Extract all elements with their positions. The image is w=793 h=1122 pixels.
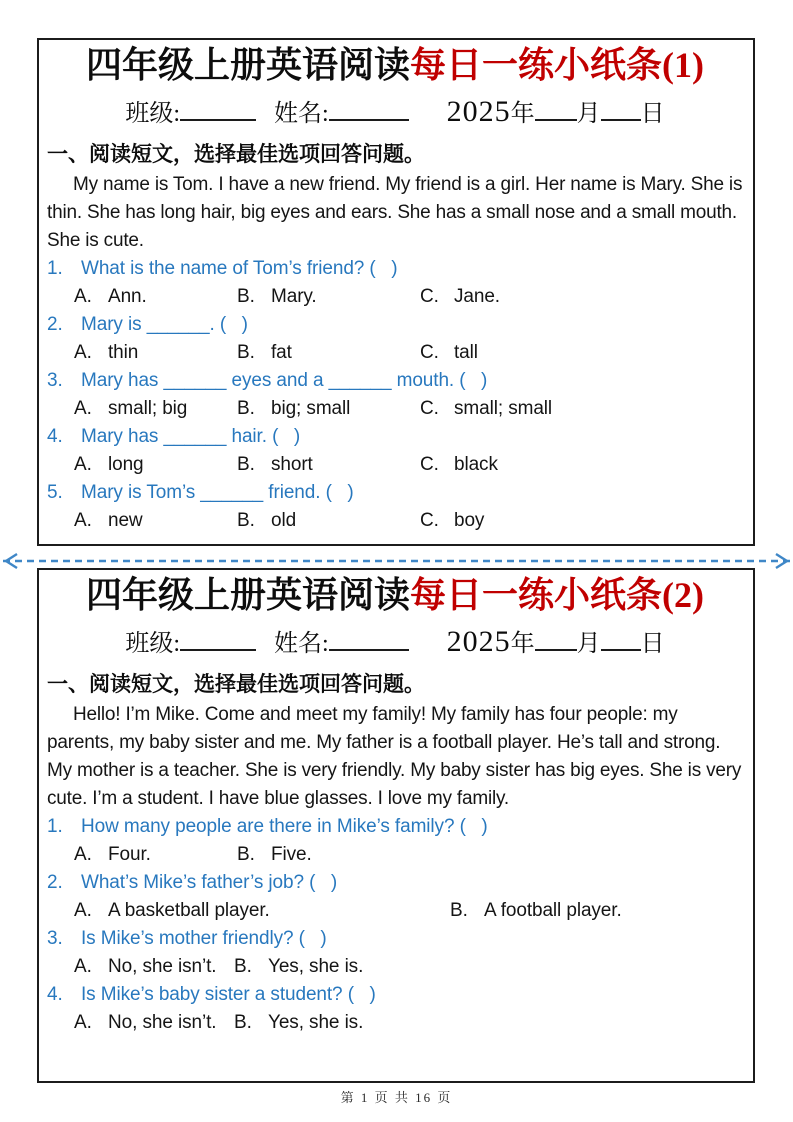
option-text: Yes, she is.	[268, 956, 364, 978]
option	[420, 507, 484, 535]
question-2	[47, 311, 743, 339]
section-heading: 一、阅读短文，选择最佳选项回答问题。	[47, 141, 425, 166]
class-blank	[180, 626, 256, 651]
option-label: A.	[74, 900, 92, 922]
question-3	[47, 367, 743, 395]
section-heading: 一、阅读短文，选择最佳选项回答问题。	[47, 671, 425, 696]
question-1	[47, 255, 743, 283]
question-3-options	[47, 953, 743, 981]
question-text: What is the name of Tom’s friend? ( )	[81, 258, 398, 280]
day-unit: 日	[640, 100, 665, 127]
option	[420, 395, 552, 423]
question-2-options	[47, 897, 743, 925]
option-text: Four.	[108, 844, 151, 866]
question-5	[47, 479, 743, 507]
option	[74, 1009, 234, 1037]
question-text: Mary has ______ eyes and a ______ mouth. ( )	[81, 370, 488, 392]
question-1	[47, 813, 743, 841]
option	[74, 897, 450, 925]
option	[237, 841, 312, 869]
option	[74, 339, 237, 367]
option-label: C.	[420, 342, 439, 364]
question-text: What’s Mike’s father’s job? ( )	[81, 872, 338, 894]
option	[420, 339, 478, 367]
option	[74, 283, 237, 311]
question-text: Is Mike’s mother friendly? ( )	[81, 928, 327, 950]
question-text: Mary has ______ hair. ( )	[81, 426, 301, 448]
question-4	[47, 423, 743, 451]
option-text: A football player.	[484, 900, 622, 922]
question-text: Mary is ______. ( )	[81, 314, 248, 336]
question-number: 2.	[47, 314, 63, 336]
option	[74, 953, 234, 981]
option	[74, 451, 237, 479]
slip-title-red: 每日一练小纸条(1)	[410, 45, 704, 85]
option-label: B.	[450, 900, 468, 922]
question-3-options	[47, 395, 743, 423]
question-1-options	[47, 283, 743, 311]
option-text: small; small	[454, 398, 553, 420]
question-number: 1.	[47, 816, 63, 838]
class-blank	[180, 96, 256, 121]
option	[420, 283, 500, 311]
question-number: 4.	[47, 984, 63, 1006]
day-blank	[601, 626, 641, 651]
option-text: No, she isn’t.	[108, 956, 217, 978]
student-info-line	[47, 622, 743, 661]
option-text: boy	[454, 510, 485, 532]
option	[450, 897, 622, 925]
option-text: black	[454, 454, 498, 476]
option-text: tall	[454, 342, 478, 364]
day-blank	[601, 96, 641, 121]
option	[420, 451, 498, 479]
question-number: 5.	[47, 482, 63, 504]
option-text: No, she isn’t.	[108, 1012, 217, 1034]
question-1-options	[47, 841, 743, 869]
option-label: A.	[74, 286, 92, 308]
option	[74, 395, 237, 423]
option-label: B.	[237, 510, 255, 532]
option	[74, 841, 237, 869]
option-label: B.	[237, 398, 255, 420]
option-text: short	[271, 454, 313, 476]
option	[237, 507, 420, 535]
name-blank	[329, 626, 409, 651]
option-label: C.	[420, 454, 439, 476]
option-label: A.	[74, 454, 92, 476]
month-unit: 月	[576, 100, 601, 127]
year-value: 2025	[446, 624, 511, 658]
option-label: A.	[74, 510, 92, 532]
option-label: B.	[237, 844, 255, 866]
option-label: A.	[74, 1012, 92, 1034]
question-text: Mary is Tom’s ______ friend. ( )	[81, 482, 354, 504]
option-text: Mary.	[271, 286, 317, 308]
option-text: long	[108, 454, 144, 476]
slip-title-black: 四年级上册英语阅读	[86, 45, 411, 85]
option-label: B.	[237, 454, 255, 476]
year-unit: 年	[510, 100, 535, 127]
option-text: Yes, she is.	[268, 1012, 364, 1034]
question-number: 1.	[47, 258, 63, 280]
student-info-line	[47, 92, 743, 131]
option-label: B.	[234, 956, 252, 978]
option-text: Five.	[271, 844, 312, 866]
name-label: 姓名:	[274, 100, 329, 127]
year-value: 2025	[446, 94, 511, 128]
option-label: C.	[420, 286, 439, 308]
question-3	[47, 925, 743, 953]
question-text: How many people are there in Mike’s family? ( )	[81, 816, 488, 838]
question-4-options	[47, 1009, 743, 1037]
option-text: thin	[108, 342, 139, 364]
option-text: A basketball player.	[108, 900, 270, 922]
option	[237, 283, 420, 311]
option-label: C.	[420, 398, 439, 420]
class-label: 班级:	[125, 100, 180, 127]
option-label: B.	[234, 1012, 252, 1034]
name-blank	[329, 96, 409, 121]
question-5-options	[47, 507, 743, 535]
option-label: A.	[74, 956, 92, 978]
month-blank	[535, 96, 577, 121]
option-text: fat	[271, 342, 292, 364]
option-text: new	[108, 510, 143, 532]
option-text: Ann.	[108, 286, 147, 308]
option	[234, 953, 363, 981]
option-text: Jane.	[454, 286, 500, 308]
year-unit: 年	[510, 630, 535, 657]
question-2-options	[47, 339, 743, 367]
question-number: 2.	[47, 872, 63, 894]
option-text: small; big	[108, 398, 188, 420]
option-label: A.	[74, 844, 92, 866]
question-4	[47, 981, 743, 1009]
day-unit: 日	[640, 630, 665, 657]
class-label: 班级:	[125, 630, 180, 657]
slip-title-black: 四年级上册英语阅读	[86, 575, 411, 615]
question-4-options	[47, 451, 743, 479]
slip-title	[47, 574, 743, 618]
option-label: A.	[74, 342, 92, 364]
option	[237, 339, 420, 367]
option-text: old	[271, 510, 297, 532]
question-number: 3.	[47, 928, 63, 950]
month-blank	[535, 626, 577, 651]
month-unit: 月	[576, 630, 601, 657]
page-number-footer: 第 1 页 共 16 页	[340, 1090, 453, 1105]
worksheet-slip-2	[37, 568, 755, 1083]
slip-title-red: 每日一练小纸条(2)	[410, 575, 704, 615]
worksheet-slip-1	[37, 38, 755, 546]
reading-passage: Hello! I’m Mike. Come and meet my family! My family has four people: my parents, my baby sister and me. My father is a football player. He’s tall and strong. My mother is a teacher. She is very friendly. My baby sister has big eyes. She is very cute. I’m a student. I have blue glasses. I love my family.	[47, 704, 742, 810]
reading-passage: My name is Tom. I have a new friend. My friend is a girl. Her name is Mary. She is thin. She has long hair, big eyes and ears. She has a small nose and a small mouth. She is cute.	[47, 174, 743, 252]
question-number: 3.	[47, 370, 63, 392]
option-label: B.	[237, 342, 255, 364]
option	[237, 451, 420, 479]
question-2	[47, 869, 743, 897]
option	[237, 395, 420, 423]
option-text: big; small	[271, 398, 351, 420]
option-label: C.	[420, 510, 439, 532]
option-label: A.	[74, 398, 92, 420]
slip-title	[47, 44, 743, 88]
option	[234, 1009, 363, 1037]
question-text: Is Mike’s baby sister a student? ( )	[81, 984, 376, 1006]
option-label: B.	[237, 286, 255, 308]
name-label: 姓名:	[274, 630, 329, 657]
option	[74, 507, 237, 535]
question-number: 4.	[47, 426, 63, 448]
